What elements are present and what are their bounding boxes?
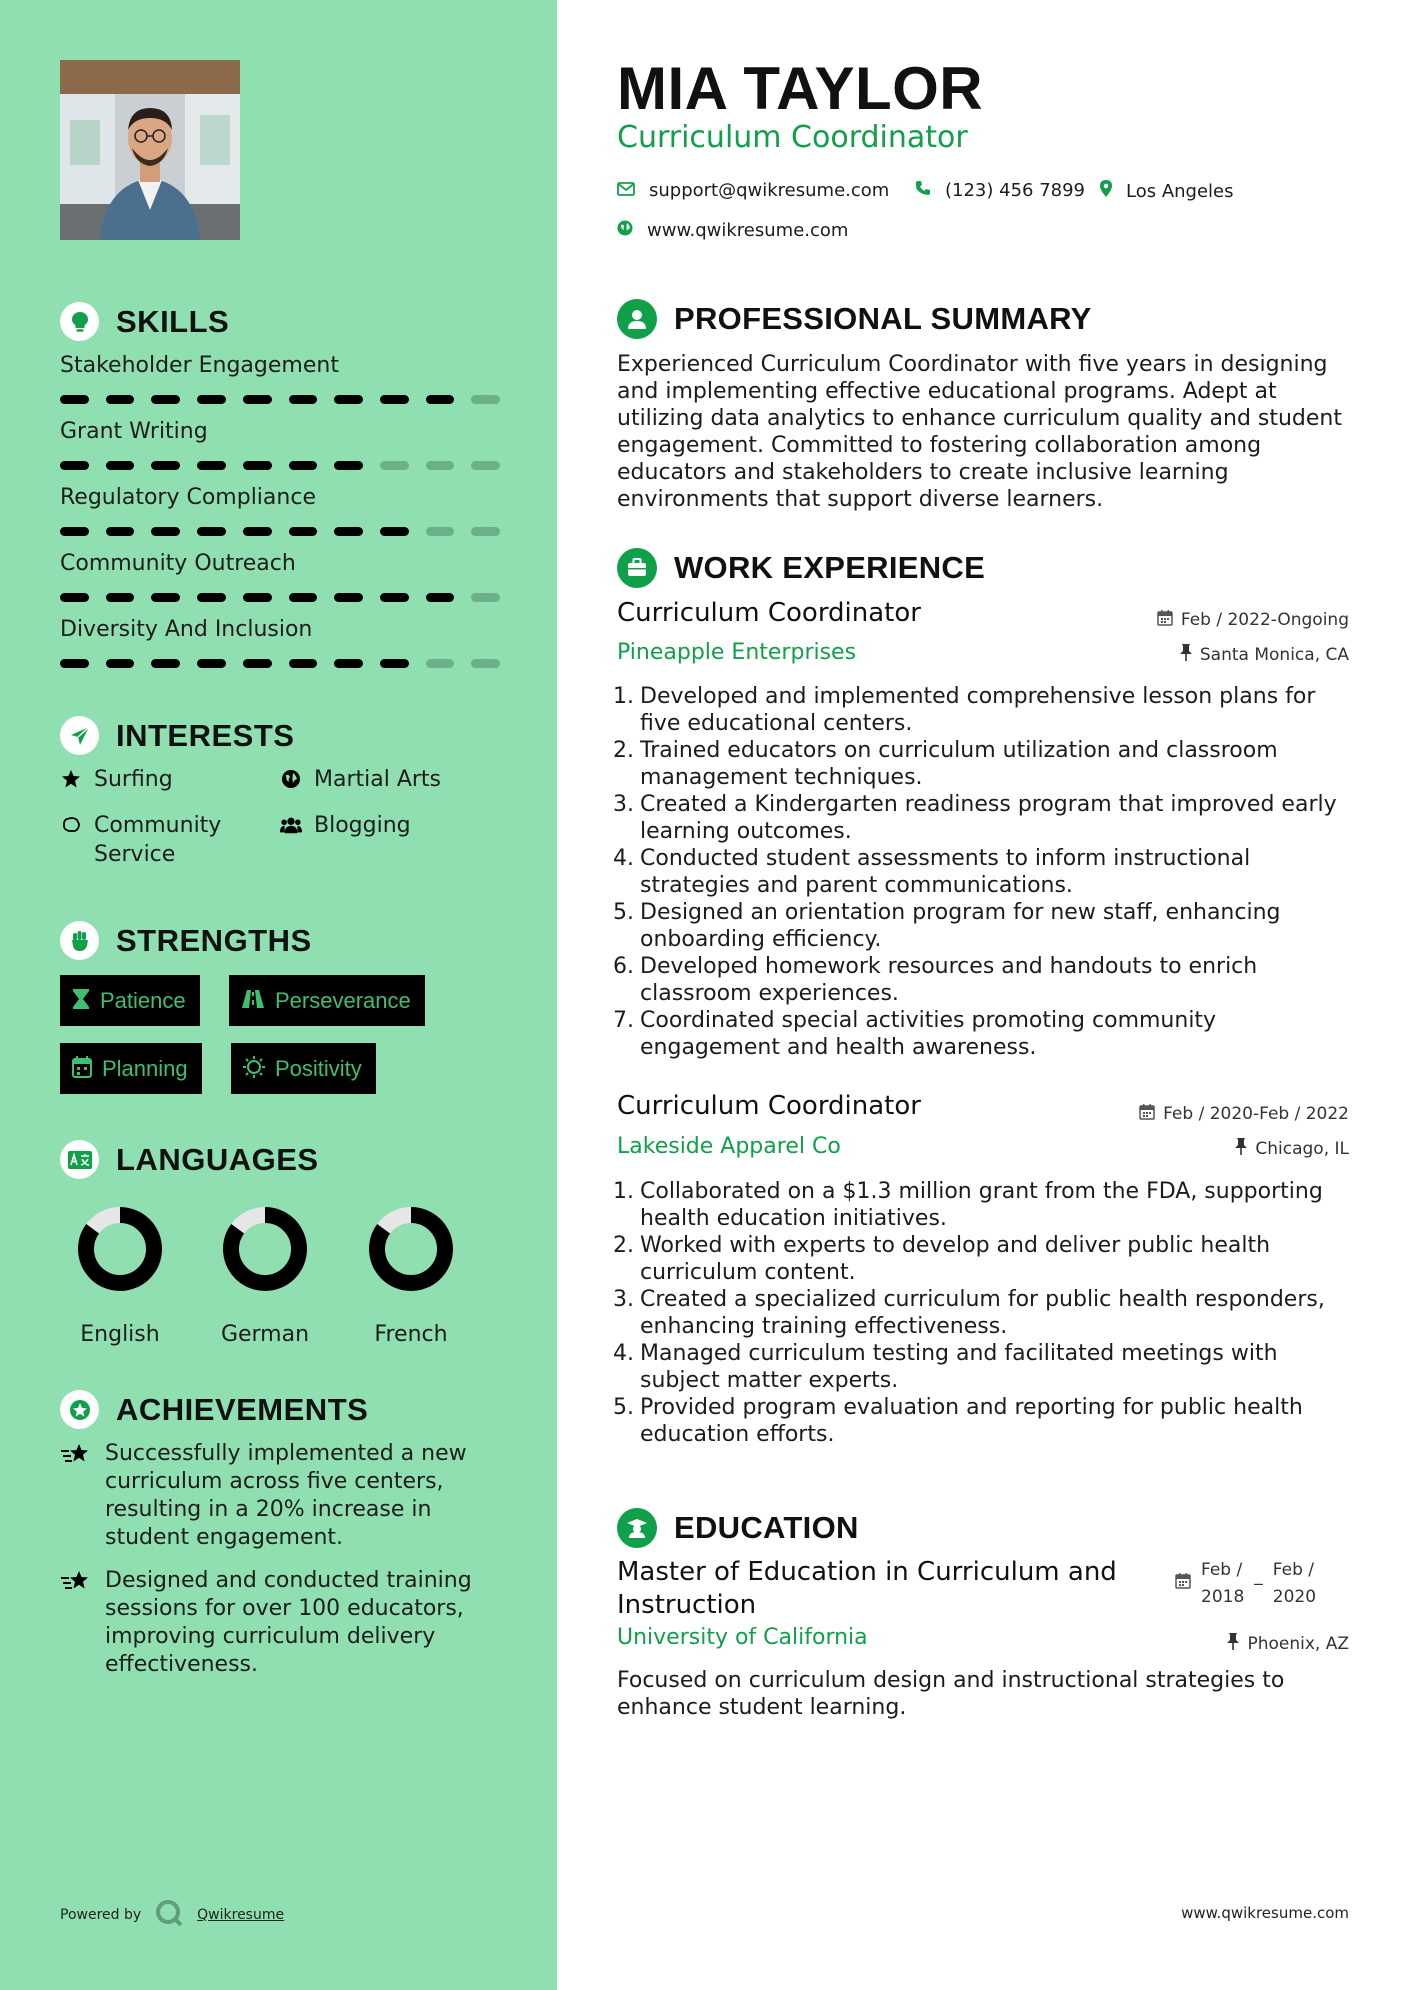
skill-segment-empty — [380, 461, 409, 470]
achievement-item — [60, 1440, 500, 1552]
hourglass-icon — [72, 988, 90, 1014]
bullet-text: Provided program evaluation and reporting for public health education efforts. — [640, 1395, 1303, 1447]
skill-segment-filled — [426, 395, 455, 404]
degree-title: Master of Education in Curriculum and Instruction — [617, 1557, 1117, 1620]
language-item — [200, 1206, 330, 1347]
skill-name: Community Outreach — [60, 551, 296, 576]
bullet-item — [610, 1178, 1350, 1232]
company-name: Pineapple Enterprises — [617, 640, 857, 665]
skill-segment-filled — [197, 593, 226, 602]
skill-segment-filled — [151, 527, 180, 536]
skill-segment-filled — [151, 461, 180, 470]
pushpin-icon — [1235, 1138, 1247, 1160]
job-dates-text: Feb / 2022-Ongoing — [1180, 610, 1349, 630]
phone-icon — [915, 180, 931, 201]
strength-badge — [229, 975, 425, 1026]
job-dates — [1139, 1103, 1349, 1125]
summary-heading — [617, 299, 1092, 339]
language-ring — [368, 1206, 454, 1292]
bullet-item — [610, 1007, 1350, 1061]
language-name: German — [220, 1322, 310, 1347]
globe-icon — [617, 220, 633, 241]
powered-by-brand-link[interactable]: Qwikresume — [197, 1907, 285, 1923]
bullet-number: 4. — [613, 846, 634, 871]
job-title: Curriculum Coordinator — [617, 598, 921, 628]
skill-rating-bar — [60, 593, 500, 602]
language-item — [55, 1206, 185, 1347]
bullet-item — [610, 953, 1350, 1007]
graduate-icon — [617, 1508, 657, 1548]
strength-label: Patience — [100, 987, 186, 1013]
calendar-icon — [1157, 609, 1173, 631]
skill-segment-empty — [471, 527, 500, 536]
bullet-text: Developed and implemented comprehensive lesson plans for five educational centers. — [640, 684, 1316, 736]
bullet-item — [610, 1232, 1350, 1286]
skill-segment-filled — [106, 395, 135, 404]
location-text: Los Angeles — [1126, 180, 1234, 202]
skill-segment-filled — [243, 593, 272, 602]
bullet-text: Created a Kindergarten readiness program that improved early learning outcomes. — [640, 792, 1337, 844]
bullet-item — [610, 1394, 1350, 1448]
experience-title: WORK EXPERIENCE — [674, 550, 986, 585]
bullet-number: 6. — [613, 954, 634, 979]
achievement-star-icon — [60, 1390, 99, 1429]
job-location-text: Chicago, IL — [1255, 1139, 1349, 1159]
phone-text[interactable]: (123) 456 7899 — [945, 180, 1086, 201]
interests-heading — [60, 716, 294, 755]
job-dates — [1157, 609, 1349, 631]
lightbulb-icon — [60, 302, 99, 341]
bullet-number: 2. — [613, 1233, 634, 1258]
bullet-number: 7. — [613, 1008, 634, 1033]
bullet-item — [610, 1286, 1350, 1340]
achievement-item — [60, 1567, 500, 1679]
education-location-text: Phoenix, AZ — [1247, 1634, 1349, 1654]
interest-label: Blogging — [314, 813, 411, 838]
summary-text: Experienced Curriculum Coordinator with five years in designing and implementing effective educational programs. Adept at utilizing data analytics to enhance curriculum quality and student engagement. Committed to fostering collaboration among educators and stakeholders to create inclusive learning environments that support diverse learners. — [617, 352, 1343, 512]
bullet-text: Designed an orientation program for new staff, enhancing onboarding efficiency. — [640, 900, 1281, 952]
skill-segment-filled — [380, 527, 409, 536]
summary-title: PROFESSIONAL SUMMARY — [674, 301, 1092, 336]
achievement-text: Successfully implemented a new curriculum across five centers, resulting in a 20% increase in student engagement. — [105, 1441, 467, 1550]
school-name: University of California — [617, 1625, 868, 1650]
job-bullets — [610, 683, 1350, 1061]
profile-photo — [60, 60, 240, 240]
languages-heading — [60, 1140, 319, 1179]
website-text[interactable]: www.qwikresume.com — [647, 220, 849, 241]
achievements-heading — [60, 1390, 368, 1429]
powered-by — [60, 1899, 284, 1931]
job-location-text: Santa Monica, CA — [1199, 645, 1349, 665]
shooting-star-icon — [60, 1567, 93, 1679]
skill-name: Regulatory Compliance — [60, 485, 316, 510]
education-location — [1227, 1633, 1349, 1655]
education-start-month: Feb / — [1201, 1560, 1243, 1580]
education-end-month: Feb / — [1272, 1560, 1314, 1580]
bullet-text: Developed homework resources and handouts to enrich classroom experiences. — [640, 954, 1258, 1006]
skill-rating-bar — [60, 395, 500, 404]
contact-website — [617, 220, 848, 241]
skill-segment-filled — [60, 659, 89, 668]
bullet-item — [610, 791, 1350, 845]
bullet-number: 1. — [613, 1179, 634, 1204]
road-icon — [241, 989, 265, 1013]
fist-icon — [60, 921, 99, 960]
skill-segment-filled — [243, 527, 272, 536]
skill-segment-empty — [426, 659, 455, 668]
interests-title: INTERESTS — [116, 717, 295, 753]
bullet-text: Trained educators on curriculum utilization and classroom management techniques. — [640, 738, 1278, 790]
candidate-name: MIA TAYLOR — [617, 55, 984, 122]
interest-label: Community Service — [94, 813, 222, 867]
skill-segment-filled — [151, 395, 180, 404]
skill-item — [60, 551, 500, 602]
bullet-number: 2. — [613, 738, 634, 763]
language-name: English — [80, 1322, 160, 1347]
job-bullets — [610, 1178, 1350, 1448]
education-heading — [617, 1508, 859, 1548]
skill-segment-filled — [106, 593, 135, 602]
bullet-text: Collaborated on a $1.3 million grant from the FDA, supporting health education initiatives. — [640, 1179, 1323, 1231]
skill-rating-bar — [60, 527, 500, 536]
skill-segment-filled — [197, 461, 226, 470]
bullet-item — [610, 899, 1350, 953]
experience-heading — [617, 548, 985, 588]
bullet-text: Managed curriculum testing and facilitated meetings with subject matter experts. — [640, 1341, 1278, 1393]
skill-segment-empty — [471, 395, 500, 404]
skill-segment-filled — [243, 659, 272, 668]
bullet-number: 5. — [613, 900, 634, 925]
language-name: French — [374, 1322, 448, 1347]
contact-email — [617, 180, 889, 201]
bullet-item — [610, 845, 1350, 899]
skill-segment-filled — [60, 527, 89, 536]
skill-segment-empty — [426, 527, 455, 536]
skill-segment-filled — [60, 461, 89, 470]
strength-badge — [60, 975, 200, 1026]
skill-segment-filled — [289, 395, 318, 404]
skill-rating-bar — [60, 461, 500, 470]
education-start-year: 2018 — [1201, 1587, 1245, 1607]
job-location — [1180, 644, 1349, 666]
language-ring — [77, 1206, 163, 1292]
skill-item — [60, 419, 500, 470]
skills-title: SKILLS — [116, 303, 230, 339]
skill-name: Stakeholder Engagement — [60, 353, 339, 378]
calendar-icon — [1139, 1103, 1155, 1125]
skill-segment-filled — [426, 593, 455, 602]
briefcase-icon — [617, 548, 657, 588]
skill-segment-filled — [289, 461, 318, 470]
globe-icon — [280, 765, 302, 794]
education-end-year: 2020 — [1272, 1587, 1317, 1607]
interest-item — [60, 765, 173, 794]
skill-segment-filled — [380, 593, 409, 602]
skill-segment-filled — [197, 659, 226, 668]
skill-segment-filled — [106, 461, 135, 470]
skill-segment-empty — [471, 593, 500, 602]
skill-segment-filled — [289, 659, 318, 668]
bullet-number: 1. — [613, 684, 634, 709]
interest-item — [60, 811, 260, 869]
pushpin-icon — [1227, 1633, 1239, 1655]
skill-item — [60, 485, 500, 536]
qwikresume-logo-icon — [155, 1899, 183, 1931]
bullet-item — [610, 683, 1350, 737]
bullet-text: Conducted student assessments to inform instructional strategies and parent communications. — [640, 846, 1251, 898]
interest-item — [280, 811, 411, 840]
skill-segment-filled — [380, 395, 409, 404]
skill-segment-filled — [334, 659, 363, 668]
contact-location — [1100, 180, 1234, 202]
map-pin-icon — [1100, 180, 1112, 202]
skill-segment-filled — [197, 395, 226, 404]
star-icon — [60, 765, 82, 794]
skill-rating-bar — [60, 659, 500, 668]
skill-segment-filled — [289, 527, 318, 536]
skill-segment-filled — [197, 527, 226, 536]
skill-segment-filled — [334, 593, 363, 602]
pushpin-icon — [1180, 644, 1192, 666]
education-end-date — [1273, 1557, 1316, 1611]
strengths-title: STRENGTHS — [116, 922, 312, 958]
skill-name: Diversity And Inclusion — [60, 617, 313, 642]
shooting-star-icon — [60, 1440, 93, 1552]
skill-segment-filled — [106, 527, 135, 536]
skill-segment-filled — [151, 593, 180, 602]
skill-segment-empty — [471, 659, 500, 668]
hand-icon — [60, 811, 82, 869]
skill-name: Grant Writing — [60, 419, 208, 444]
profile-photo-image — [60, 60, 240, 240]
company-name: Lakeside Apparel Co — [617, 1134, 841, 1159]
skill-segment-filled — [60, 593, 89, 602]
skill-segment-filled — [60, 395, 89, 404]
interest-label: Surfing — [94, 767, 173, 792]
interest-label: Martial Arts — [314, 767, 442, 792]
achievement-text: Designed and conducted training sessions for over 100 educators, improving curriculum delivery effectiveness. — [105, 1568, 472, 1677]
strength-label: Planning — [102, 1055, 188, 1081]
strengths-heading — [60, 921, 312, 960]
language-item — [346, 1206, 476, 1347]
powered-by-label: Powered by — [60, 1907, 142, 1923]
job-dates-text: Feb / 2020-Feb / 2022 — [1163, 1104, 1349, 1124]
bullet-item — [610, 737, 1350, 791]
bullet-text: Worked with experts to develop and deliver public health curriculum content. — [640, 1233, 1271, 1285]
strength-label: Positivity — [275, 1055, 362, 1081]
skills-heading — [60, 302, 229, 341]
strength-badge — [60, 1043, 202, 1094]
users-icon — [280, 811, 302, 840]
skill-segment-filled — [243, 395, 272, 404]
strength-badge — [231, 1043, 376, 1094]
skill-segment-filled — [151, 659, 180, 668]
contact-phone — [915, 180, 1085, 201]
skill-segment-empty — [426, 461, 455, 470]
bullet-number: 3. — [613, 1287, 634, 1312]
skill-segment-filled — [334, 461, 363, 470]
achievements-title: ACHIEVEMENTS — [116, 1391, 369, 1427]
education-dates — [1175, 1557, 1316, 1611]
email-text[interactable]: support@qwikresume.com — [649, 180, 890, 201]
envelope-icon — [617, 180, 635, 201]
skill-segment-filled — [106, 659, 135, 668]
sun-icon — [243, 1056, 265, 1082]
footer-website-link[interactable]: www.qwikresume.com — [1181, 1904, 1349, 1922]
skill-item — [60, 617, 500, 668]
calendar-icon — [72, 1056, 92, 1082]
candidate-role: Curriculum Coordinator — [617, 120, 968, 155]
bullet-number: 3. — [613, 792, 634, 817]
bullet-number: 4. — [613, 1341, 634, 1366]
education-title: EDUCATION — [674, 1510, 859, 1545]
education-description: Focused on curriculum design and instructional strategies to enhance student learning. — [617, 1668, 1285, 1720]
language-ring — [222, 1206, 308, 1292]
bullet-text: Created a specialized curriculum for public health responders, enhancing training effectiveness. — [640, 1287, 1325, 1339]
calendar-icon — [1175, 1557, 1191, 1611]
job-location — [1235, 1138, 1349, 1160]
bullet-number: 5. — [613, 1395, 634, 1420]
job-title: Curriculum Coordinator — [617, 1091, 921, 1121]
skill-segment-filled — [380, 659, 409, 668]
paper-plane-icon — [60, 716, 99, 755]
bullet-item — [610, 1340, 1350, 1394]
skill-segment-empty — [471, 461, 500, 470]
sidebar — [0, 0, 557, 1990]
interest-item — [280, 765, 441, 794]
skill-segment-filled — [289, 593, 318, 602]
skill-segment-filled — [334, 395, 363, 404]
language-icon — [60, 1140, 99, 1179]
date-separator: _ — [1254, 1566, 1263, 1586]
languages-title: LANGUAGES — [116, 1141, 319, 1177]
skill-segment-filled — [334, 527, 363, 536]
skill-item — [60, 353, 500, 404]
skill-segment-filled — [243, 461, 272, 470]
strength-label: Perseverance — [275, 987, 411, 1013]
education-start-date — [1201, 1557, 1244, 1611]
user-icon — [617, 299, 657, 339]
bullet-text: Coordinated special activities promoting community engagement and health awareness. — [640, 1008, 1217, 1060]
